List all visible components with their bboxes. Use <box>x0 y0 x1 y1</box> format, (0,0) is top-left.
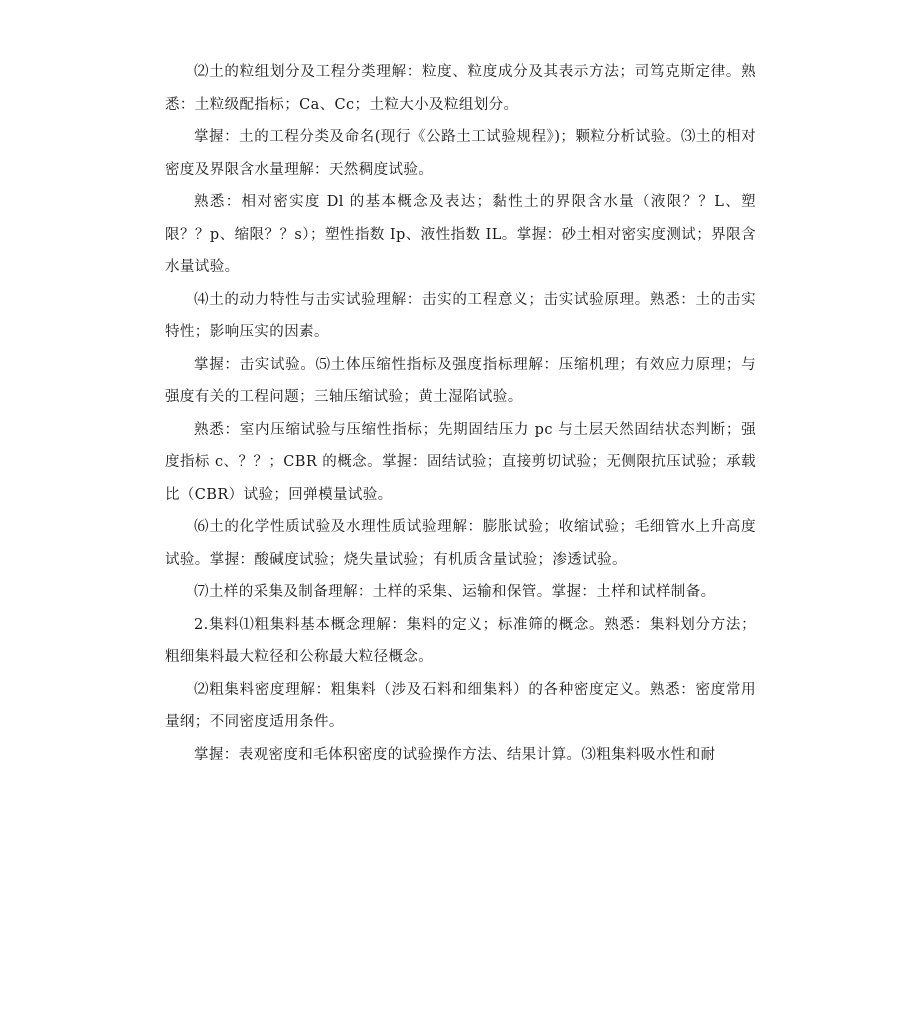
paragraph-aggregate-basics: 2.集料⑴粗集料基本概念理解：集料的定义；标准筛的概念。熟悉：集料划分方法；粗细集料最大粒径和公称最大粒径概念。 <box>165 616 756 665</box>
document-page <box>165 56 756 771</box>
paragraph-chemical-hydraulic: ⑹土的化学性质试验及水理性质试验理解：膨胀试验；收缩试验；毛细管水上升高度试验。掌握：酸碱度试验；烧失量试验；有机质含量试验；渗透试验。 <box>165 519 756 568</box>
paragraph-sampling-preparation: ⑺土样的采集及制备理解：土样的采集、运输和保管。掌握：土样和试样制备。 <box>194 584 716 600</box>
paragraph-consolidation-cbr: 熟悉：室内压缩试验与压缩性指标；先期固结压力 pc 与土层天然固结状态判断；强度指标 c、？？；CBR 的概念。掌握：固结试验；直接剪切试验；无侧限抗压试验；承载比（CBR）试验；回弹模量试验。 <box>165 421 756 503</box>
paragraph-compaction-test: ⑷土的动力特性与击实试验理解：击实的工程意义；击实试验原理。熟悉：土的击实特性；影响压实的因素。 <box>165 291 756 340</box>
paragraph-compression-strength: 掌握：击实试验。⑸土体压缩性指标及强度指标理解：压缩机理；有效应力原理；与强度有关的工程问题；三轴压缩试验；黄土湿陷试验。 <box>165 356 756 405</box>
paragraph-density-test-methods: 掌握：表观密度和毛体积密度的试验操作方法、结果计算。⑶粗集料吸水性和耐 <box>194 746 716 763</box>
paragraph-aggregate-density: ⑵粗集料密度理解：粗集料（涉及石料和细集料）的各种密度定义。熟悉：密度常用量纲；不同密度适用条件。 <box>165 681 756 730</box>
paragraph-soil-engineering-classification: 掌握：土的工程分类及命名(现行《公路土工试验规程》)；颗粒分析试验。⑶土的相对密度及界限含水量理解：天然稠度试验。 <box>165 129 756 178</box>
paragraph-soil-grain-classification: ⑵土的粒组划分及工程分类理解：粒度、粒度成分及其表示方法；司笃克斯定律。熟悉：土粒级配指标；Ca、Cc；土粒大小及粒组划分。 <box>165 64 756 113</box>
paragraph-relative-density-limits: 熟悉：相对密实度 Dl 的基本概念及表达；黏性土的界限含水量（液限？？L、塑限？？p、缩限？？s）；塑性指数 Ip、液性指数 IL。掌握：砂土相对密实度测试；界限含水量试验。 <box>165 194 756 275</box>
